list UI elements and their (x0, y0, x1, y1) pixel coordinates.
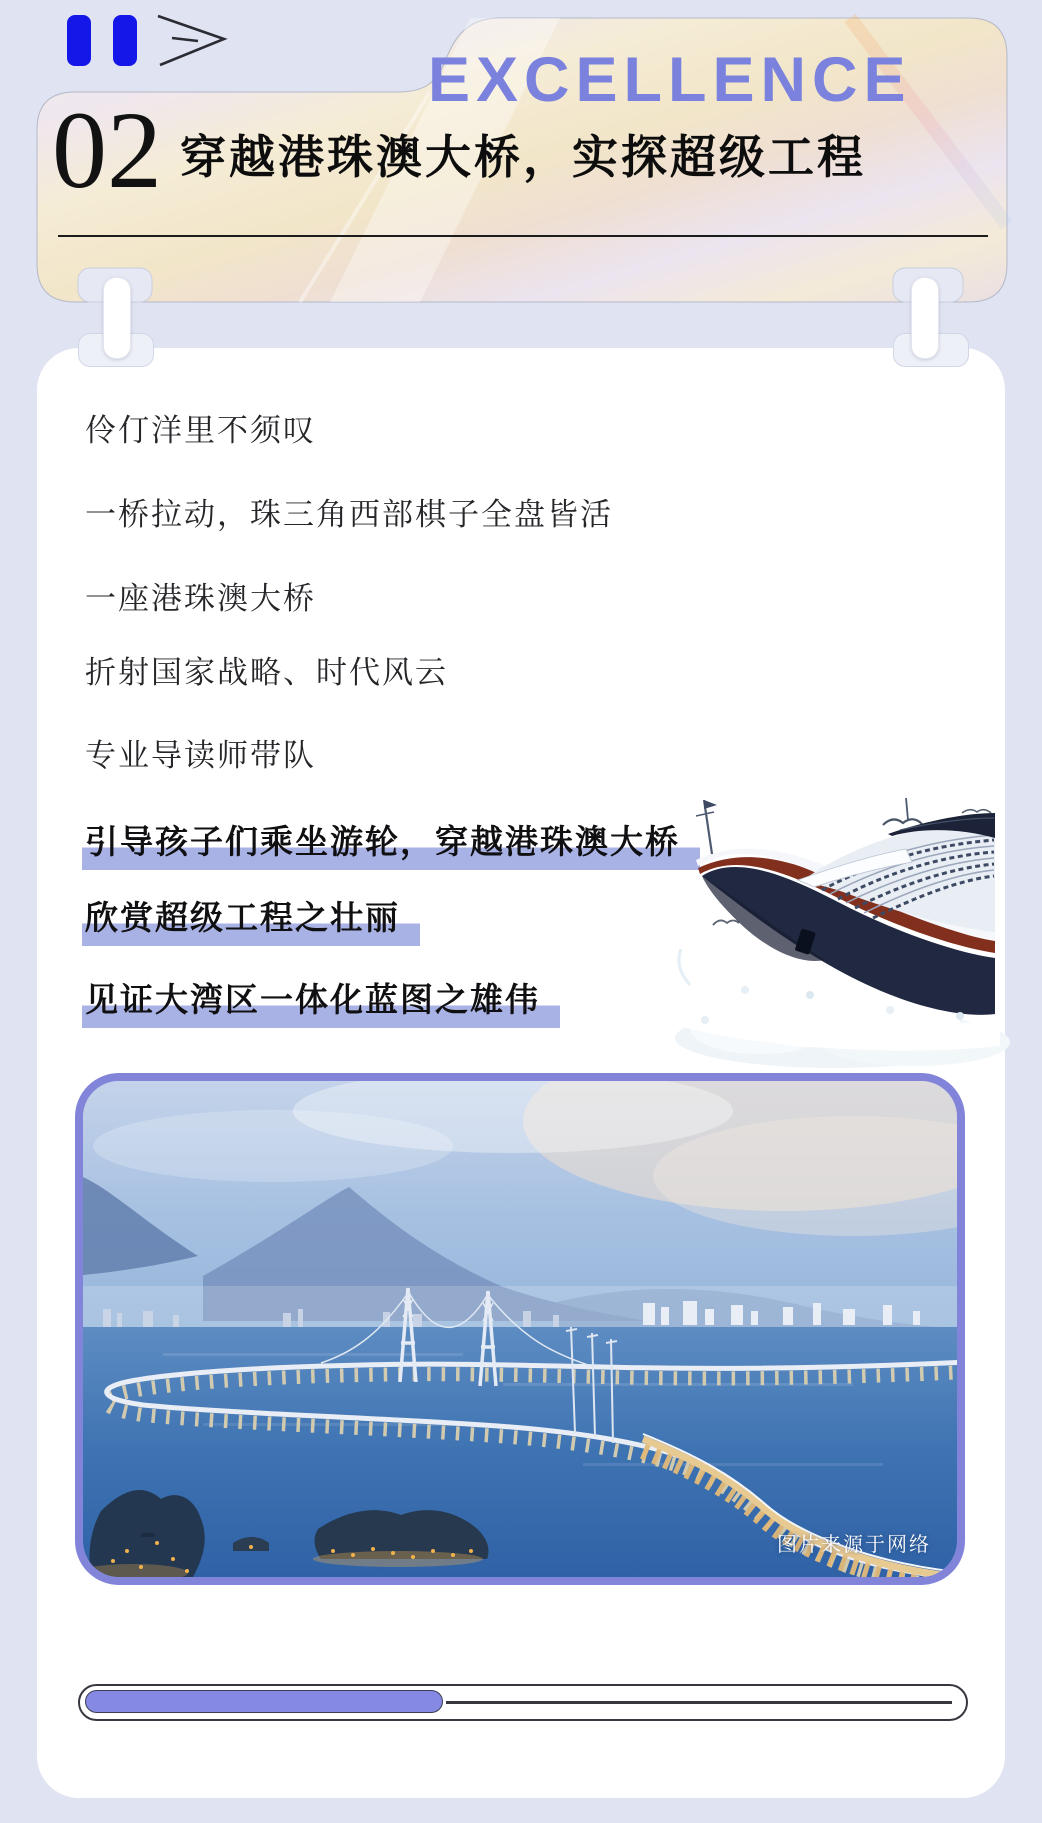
progress-track-line (446, 1701, 952, 1704)
seagull-icon (883, 819, 922, 825)
send-arrow-icon (150, 10, 234, 72)
intro-line-4: 折射国家战略、时代风云 (85, 655, 448, 690)
header-eyebrow: EXCELLENCE (428, 45, 912, 115)
bridge-photo (75, 1073, 965, 1585)
pause-bar-right (113, 15, 137, 66)
binder-strap-left (103, 277, 131, 359)
bridge-photo-art (83, 1081, 957, 1577)
section-number: 02 (52, 89, 162, 211)
intro-line-2: 一桥拉动，珠三角西部棋子全盘皆活 (85, 497, 613, 532)
page-title: 穿越港珠澳大桥，实探超级工程 (180, 131, 866, 183)
intro-line-5: 专业导读师带队 (85, 738, 316, 773)
intro-line-3: 一座港珠澳大桥 (85, 581, 316, 616)
seagull-icon (962, 810, 991, 813)
progress-fill (85, 1690, 443, 1713)
highlight-line-1: 引导孩子们乘坐游轮，穿越港珠澳大桥 (85, 819, 700, 865)
pause-icon (67, 15, 139, 67)
highlight-line-2: 欣赏超级工程之壮丽 (85, 895, 420, 941)
pause-bar-left (67, 15, 91, 66)
cruise-ship-image (650, 780, 1020, 1080)
seagull-icon (713, 920, 739, 925)
photo-watermark: 图片来源于网络 (777, 1534, 931, 1556)
progress-bar[interactable] (78, 1684, 968, 1721)
highlight-line-3: 见证大湾区一体化蓝图之雄伟 (85, 977, 560, 1023)
binder-strap-right (911, 277, 939, 359)
intro-line-1: 伶仃洋里不须叹 (85, 413, 316, 448)
